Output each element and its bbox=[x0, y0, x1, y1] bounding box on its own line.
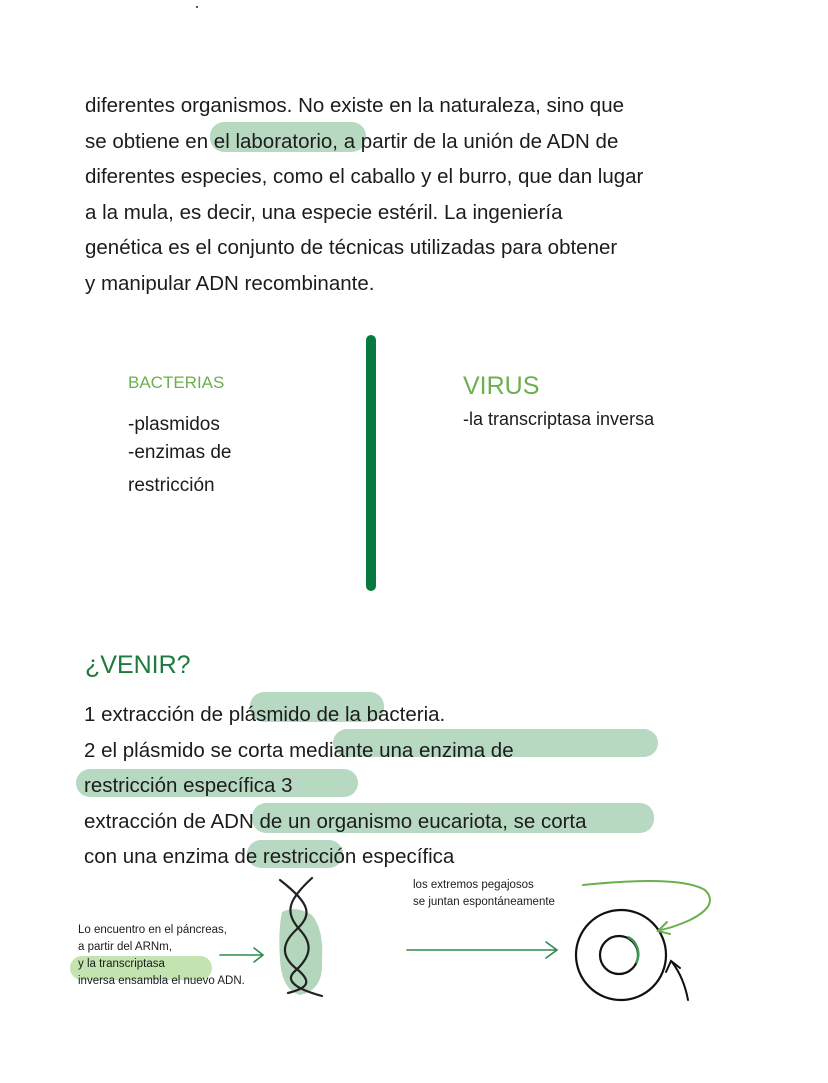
curved-arrow-icon bbox=[666, 961, 688, 1000]
step-line: 2 el plásmido se corta mediante una enzima de bbox=[84, 738, 514, 762]
plasmid-ring-icon bbox=[576, 910, 666, 1000]
note-line: Lo encuentro en el páncreas, bbox=[78, 924, 227, 936]
step-line: con una enzima de restricción específica bbox=[84, 845, 455, 868]
virus-item: -la transcriptasa inversa bbox=[463, 409, 655, 429]
note-line: los extremos pegajosos bbox=[413, 879, 534, 891]
note-line: a partir del ARNm, bbox=[78, 941, 172, 953]
virus-title: VIRUS bbox=[463, 372, 540, 400]
intro-line: se obtiene en el laboratorio, a partir de la unión de ADN de bbox=[85, 129, 619, 153]
bacterias-item: -enzimas de bbox=[128, 442, 232, 463]
step-line: extracción de ADN de un organismo eucariota, se corta bbox=[84, 809, 587, 833]
curved-arrow-icon bbox=[583, 881, 710, 934]
venir-title: ¿VENIR? bbox=[85, 651, 191, 679]
note-line: se juntan espontáneamente bbox=[413, 896, 555, 908]
note-line: y la transcriptasa bbox=[78, 958, 165, 970]
bacterias-item: -plasmidos bbox=[128, 414, 220, 435]
bacterias-title: BACTERIAS bbox=[128, 373, 225, 392]
intro-line: genética es el conjunto de técnicas utilizadas para obtener bbox=[85, 236, 618, 259]
arrow-right-icon bbox=[407, 942, 557, 958]
intro-line: a la mula, es decir, una especie estéril. La ingeniería bbox=[85, 200, 563, 224]
intro-line: diferentes especies, como el caballo y el burro, que dan lugar bbox=[85, 165, 644, 188]
intro-line: y manipular ADN recombinante. bbox=[85, 271, 375, 295]
step-line: restricción específica 3 bbox=[84, 774, 293, 797]
step-line: 1 extracción de plásmido de la bacteria. bbox=[84, 703, 446, 726]
note-line: inversa ensambla el nuevo ADN. bbox=[78, 975, 245, 987]
plasmid-insert bbox=[628, 937, 638, 963]
intro-line: diferentes organismos. No existe en la naturaleza, sino que bbox=[85, 94, 625, 117]
arrow-right-icon bbox=[220, 948, 263, 962]
bacterias-item: restricción bbox=[128, 475, 215, 496]
